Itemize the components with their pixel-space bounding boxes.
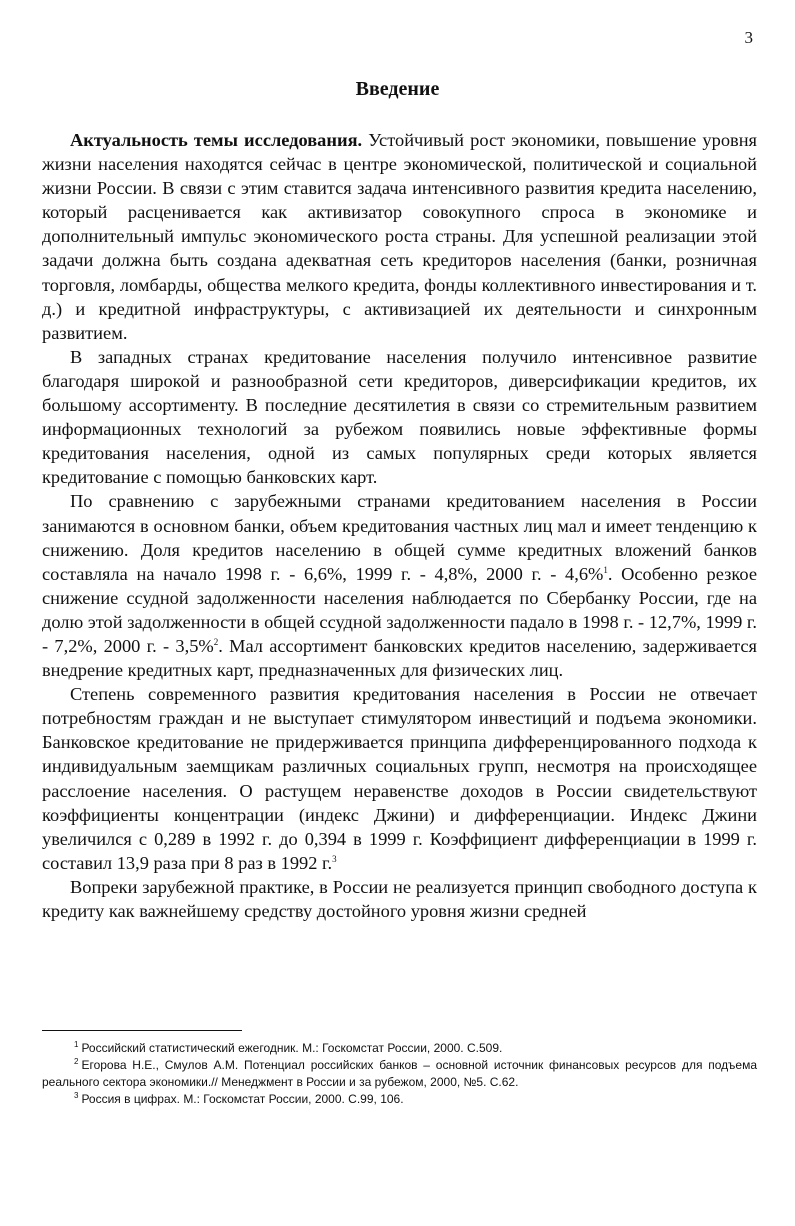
footnote-mark: 2 bbox=[74, 1057, 79, 1066]
paragraph-text: . Особенно резкое снижение ссудной задолженности населения наблюдается по Сбербанку России, где на долю этой задолженности в общей ссудной задолженности падало в 1998 г. - 12,7%, 1999 г. - 7,2%, 2000 г. - 3,5% bbox=[42, 563, 757, 656]
footnote-ref-3[interactable]: 3 bbox=[332, 853, 337, 864]
page-number: 3 bbox=[744, 28, 753, 47]
footnote-text: Россия в цифрах. М.: Госкомстат России, 2000. С.99, 106. bbox=[81, 1092, 404, 1106]
paragraph-text: Степень современного развития кредитования населения в России не отвечает потребностям граждан и не выступает стимулятором инвестиций и подъема экономики. Банковское кредитование не придерживается принципа дифференцированного подхода к индивидуальным заемщикам различных социальных групп, несмотря на происходящее расслоение населения. О растущем неравенстве доходов в России свидетельствуют коэффициенты концентрации (индекс Джини) и дифференциации. Индекс Джини увеличился с 0,289 в 1992 г. до 0,394 в 1999 г. Коэффициент дифференциации в 1999 г. составил 13,9 раза при 8 раз в 1992 г. bbox=[42, 684, 757, 873]
footnote-separator bbox=[42, 1030, 242, 1031]
paragraph-text: . Мал ассортимент банковских кредитов населению, задерживается внедрение кредитных карт, предназначенных для физических лиц. bbox=[42, 635, 757, 681]
paragraph-russia-comparison bbox=[42, 489, 757, 682]
page-title: Введение bbox=[355, 78, 440, 100]
footnote-ref-2[interactable]: 2 bbox=[213, 636, 219, 647]
footnote-3 bbox=[42, 1091, 757, 1108]
footnote-1 bbox=[42, 1040, 757, 1057]
footnote-mark: 3 bbox=[74, 1091, 79, 1100]
main-text bbox=[42, 128, 757, 923]
footnotes bbox=[42, 1040, 757, 1108]
footnote-ref-1[interactable]: 1 bbox=[603, 564, 608, 575]
paragraph-foreign-practice: Вопреки зарубежной практике, в России не реализуется принцип свободного доступа к кредиту как важнейшему средству достойного уровня жизни средней bbox=[42, 876, 757, 921]
paragraph-western-countries: В западных странах кредитование населения получило интенсивное развитие благодаря широкой и разнообразной сети кредиторов, диверсификации кредитов, их большому ассортименту. В последние десятилетия в связи со стремительным развитием информационных технологий за рубежом появились новые эффективные формы кредитования населения, одной из самых популярных среди которых является кредитование с помощью банковских карт. bbox=[42, 346, 757, 488]
footnote-text: Российский статистический ежегодник. М.: Госкомстат России, 2000. С.509. bbox=[81, 1041, 503, 1055]
paragraph-text: По сравнению с зарубежными странами кредитованием населения в России занимаются в основном банки, объем кредитования частных лиц мал и имеет тенденцию к снижению. Доля кредитов населению в общей сумме кредитных вложений банков составляла на начало 1998 г. - 6,6%, 1999 г. - 4,8%, 2000 г. - 4,6% bbox=[42, 491, 757, 584]
paragraph-text: Устойчивый рост экономики, повышение уровня жизни населения находятся сейчас в центре экономической, политической и социальной жизни России. В связи с этим ставится задача интенсивного развития кредита населению, который расценивается как активизатор совокупного спроса в экономике и дополнительный импульс экономического роста страны. Для успешной реализации этой задачи должна быть создана адекватная сеть кредиторов населения (банки, розничная торговля, ломбарды, общества мелкого кредита, фонды коллективного инвестирования и т. д.) и кредитной инфраструктуры, с активизацией их деятельности и синхронным развитием. bbox=[42, 130, 757, 343]
paragraph-lead: Актуальность темы исследования. bbox=[70, 130, 363, 150]
footnote-2 bbox=[42, 1057, 757, 1091]
paragraph-development-degree bbox=[42, 682, 757, 875]
footnote-mark: 1 bbox=[74, 1040, 79, 1049]
paragraph-relevance bbox=[42, 128, 757, 345]
footnote-text: Егорова Н.Е., Смулов А.М. Потенциал российских банков – основной источник финансовых ресурсов для подъема реального сектора экономики.// Менеджмент в России и за рубежом, 2000, №5. С.62. bbox=[42, 1058, 757, 1089]
